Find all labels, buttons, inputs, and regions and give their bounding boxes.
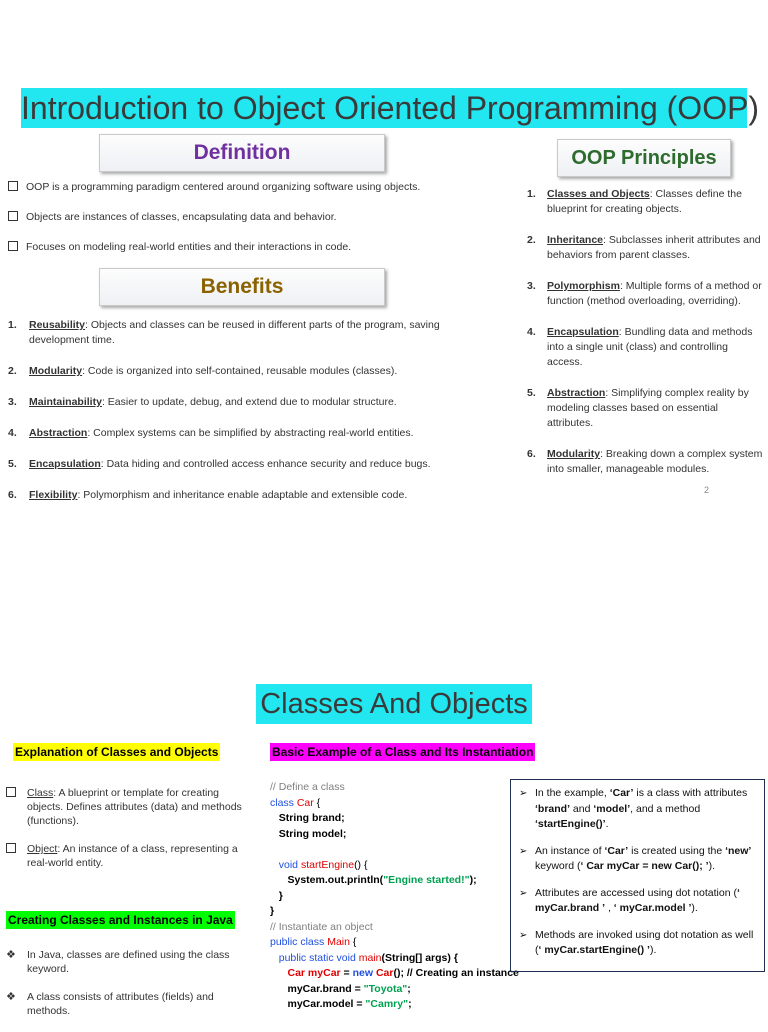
code-line: void startEngine() { [270,858,368,871]
code-line: myCar.brand = "Toyota"; [270,982,411,995]
list-item: 4. Encapsulation: Bundling data and methods into a single unit (class) and controlling access. [527,326,753,368]
list-item: ➢ Methods are invoked using dot notation as well (‘ myCar.startEngine() ’). [519,928,754,956]
code-line: String brand; [270,812,345,824]
arrow-bullet-icon: ➢ [519,887,528,899]
checkbox-bullet-icon [8,211,18,221]
list-item: 2. Inheritance: Subclasses inherit attributes and behaviors from parent classes. [527,234,761,261]
code-blank-line [270,842,515,858]
diamond-bullet-icon: ❖ [6,991,16,1003]
arrow-bullet-icon: ➢ [519,845,528,857]
list-item: Objects are instances of classes, encapsulating data and behavior. [8,210,508,224]
list-item: 1. Reusability: Objects and classes can be reused in different parts of the program, saving development time. [8,319,440,346]
list-item: ➢ In the example, ‘Car’ is a class with attributes ‘brand’ and ‘model’, and a method ‘startEngine()’. [519,787,748,830]
explanation-notes-box [510,779,765,972]
list-item: Focuses on modeling real-world entities and their interactions in code. [8,240,508,254]
list-item: 1. Classes and Objects: Classes define the blueprint for creating objects. [527,188,742,215]
benefits-list [8,318,493,519]
code-line: String model; [270,827,347,840]
principles-list [527,187,763,493]
definition-header: Definition [99,134,385,172]
list-item: ➢ An instance of ‘Car’ is created using the ‘new’ keyword (‘ Car myCar = new Car(); ’). [519,844,752,872]
code-example [270,780,519,1013]
code-line: class Car { [270,796,321,809]
slide-title: Introduction to Object Oriented Programming (OOP) [21,90,760,126]
list-item: 3. Maintainability: Easier to update, debug, and extend due to modular structure. [8,396,397,408]
checkbox-bullet-icon [6,787,16,797]
list-item: 6. Modularity: Breaking down a complex system into smaller, manageable modules. [527,448,763,475]
list-item: 3. Polymorphism: Multiple forms of a method or function (method overloading, overriding). [527,280,762,307]
code-comment: // Define a class [270,781,345,793]
checkbox-bullet-icon [8,241,18,251]
list-item: 6. Flexibility: Polymorphism and inheritance enable adaptable and extensible code. [8,489,408,501]
code-line: } [270,889,283,902]
diamond-bullet-icon: ❖ [6,949,16,961]
list-item: Class: A blueprint or template for creating objects. Defines attributes (data) and methods (functions). [6,786,256,828]
java-list [6,948,256,1032]
slide-title-classes: Classes And Objects [256,684,532,724]
list-item: OOP is a programming paradigm centered around organizing software using objects. [8,180,508,194]
creating-classes-header: Creating Classes and Instances in Java [8,913,233,927]
code-line: public static void main(String[] args) { [270,951,458,964]
benefits-header: Benefits [99,268,385,306]
list-item: 4. Abstraction: Complex systems can be simplified by abstracting real-world entities. [8,427,414,439]
code-line: public class Main { [270,936,357,948]
code-line: Car myCar = new Car(); // Creating an instance [270,967,519,979]
list-item: 5. Abstraction: Simplifying complex reality by modeling classes based on essential attributes. [527,387,749,429]
checkbox-bullet-icon [6,843,16,853]
code-line: myCar.model = "Camry"; [270,998,412,1010]
list-item: 5. Encapsulation: Data hiding and controlled access enhance security and reduce bugs. [8,458,431,470]
list-item: ❖ A class consists of attributes (fields) and methods. [6,991,214,1017]
list-item: 2. Modularity: Code is organized into self-contained, reusable modules (classes). [8,365,398,377]
arrow-bullet-icon: ➢ [519,929,528,941]
list-item: ➢ Attributes are accessed using dot notation (‘ myCar.brand ’ , ‘ myCar.model ’). [519,886,740,914]
code-line: } [270,905,275,917]
code-line: System.out.println("Engine started!"); [270,874,477,886]
checkbox-bullet-icon [8,181,18,191]
list-item: Object: An instance of a class, representing a real-world entity. [6,842,256,870]
explanation-header: Explanation of Classes and Objects [15,745,219,759]
arrow-bullet-icon: ➢ [519,788,528,799]
definition-list [8,180,508,270]
explanation-list [6,786,256,884]
oop-principles-header: OOP Principles [557,139,731,177]
example-header: Basic Example of a Class and Its Instantiation [272,745,534,759]
list-item: ❖ In Java, classes are defined using the class keyword. [6,949,230,975]
page-number: 2 [704,485,710,495]
code-comment: // Instantiate an object [270,920,373,933]
